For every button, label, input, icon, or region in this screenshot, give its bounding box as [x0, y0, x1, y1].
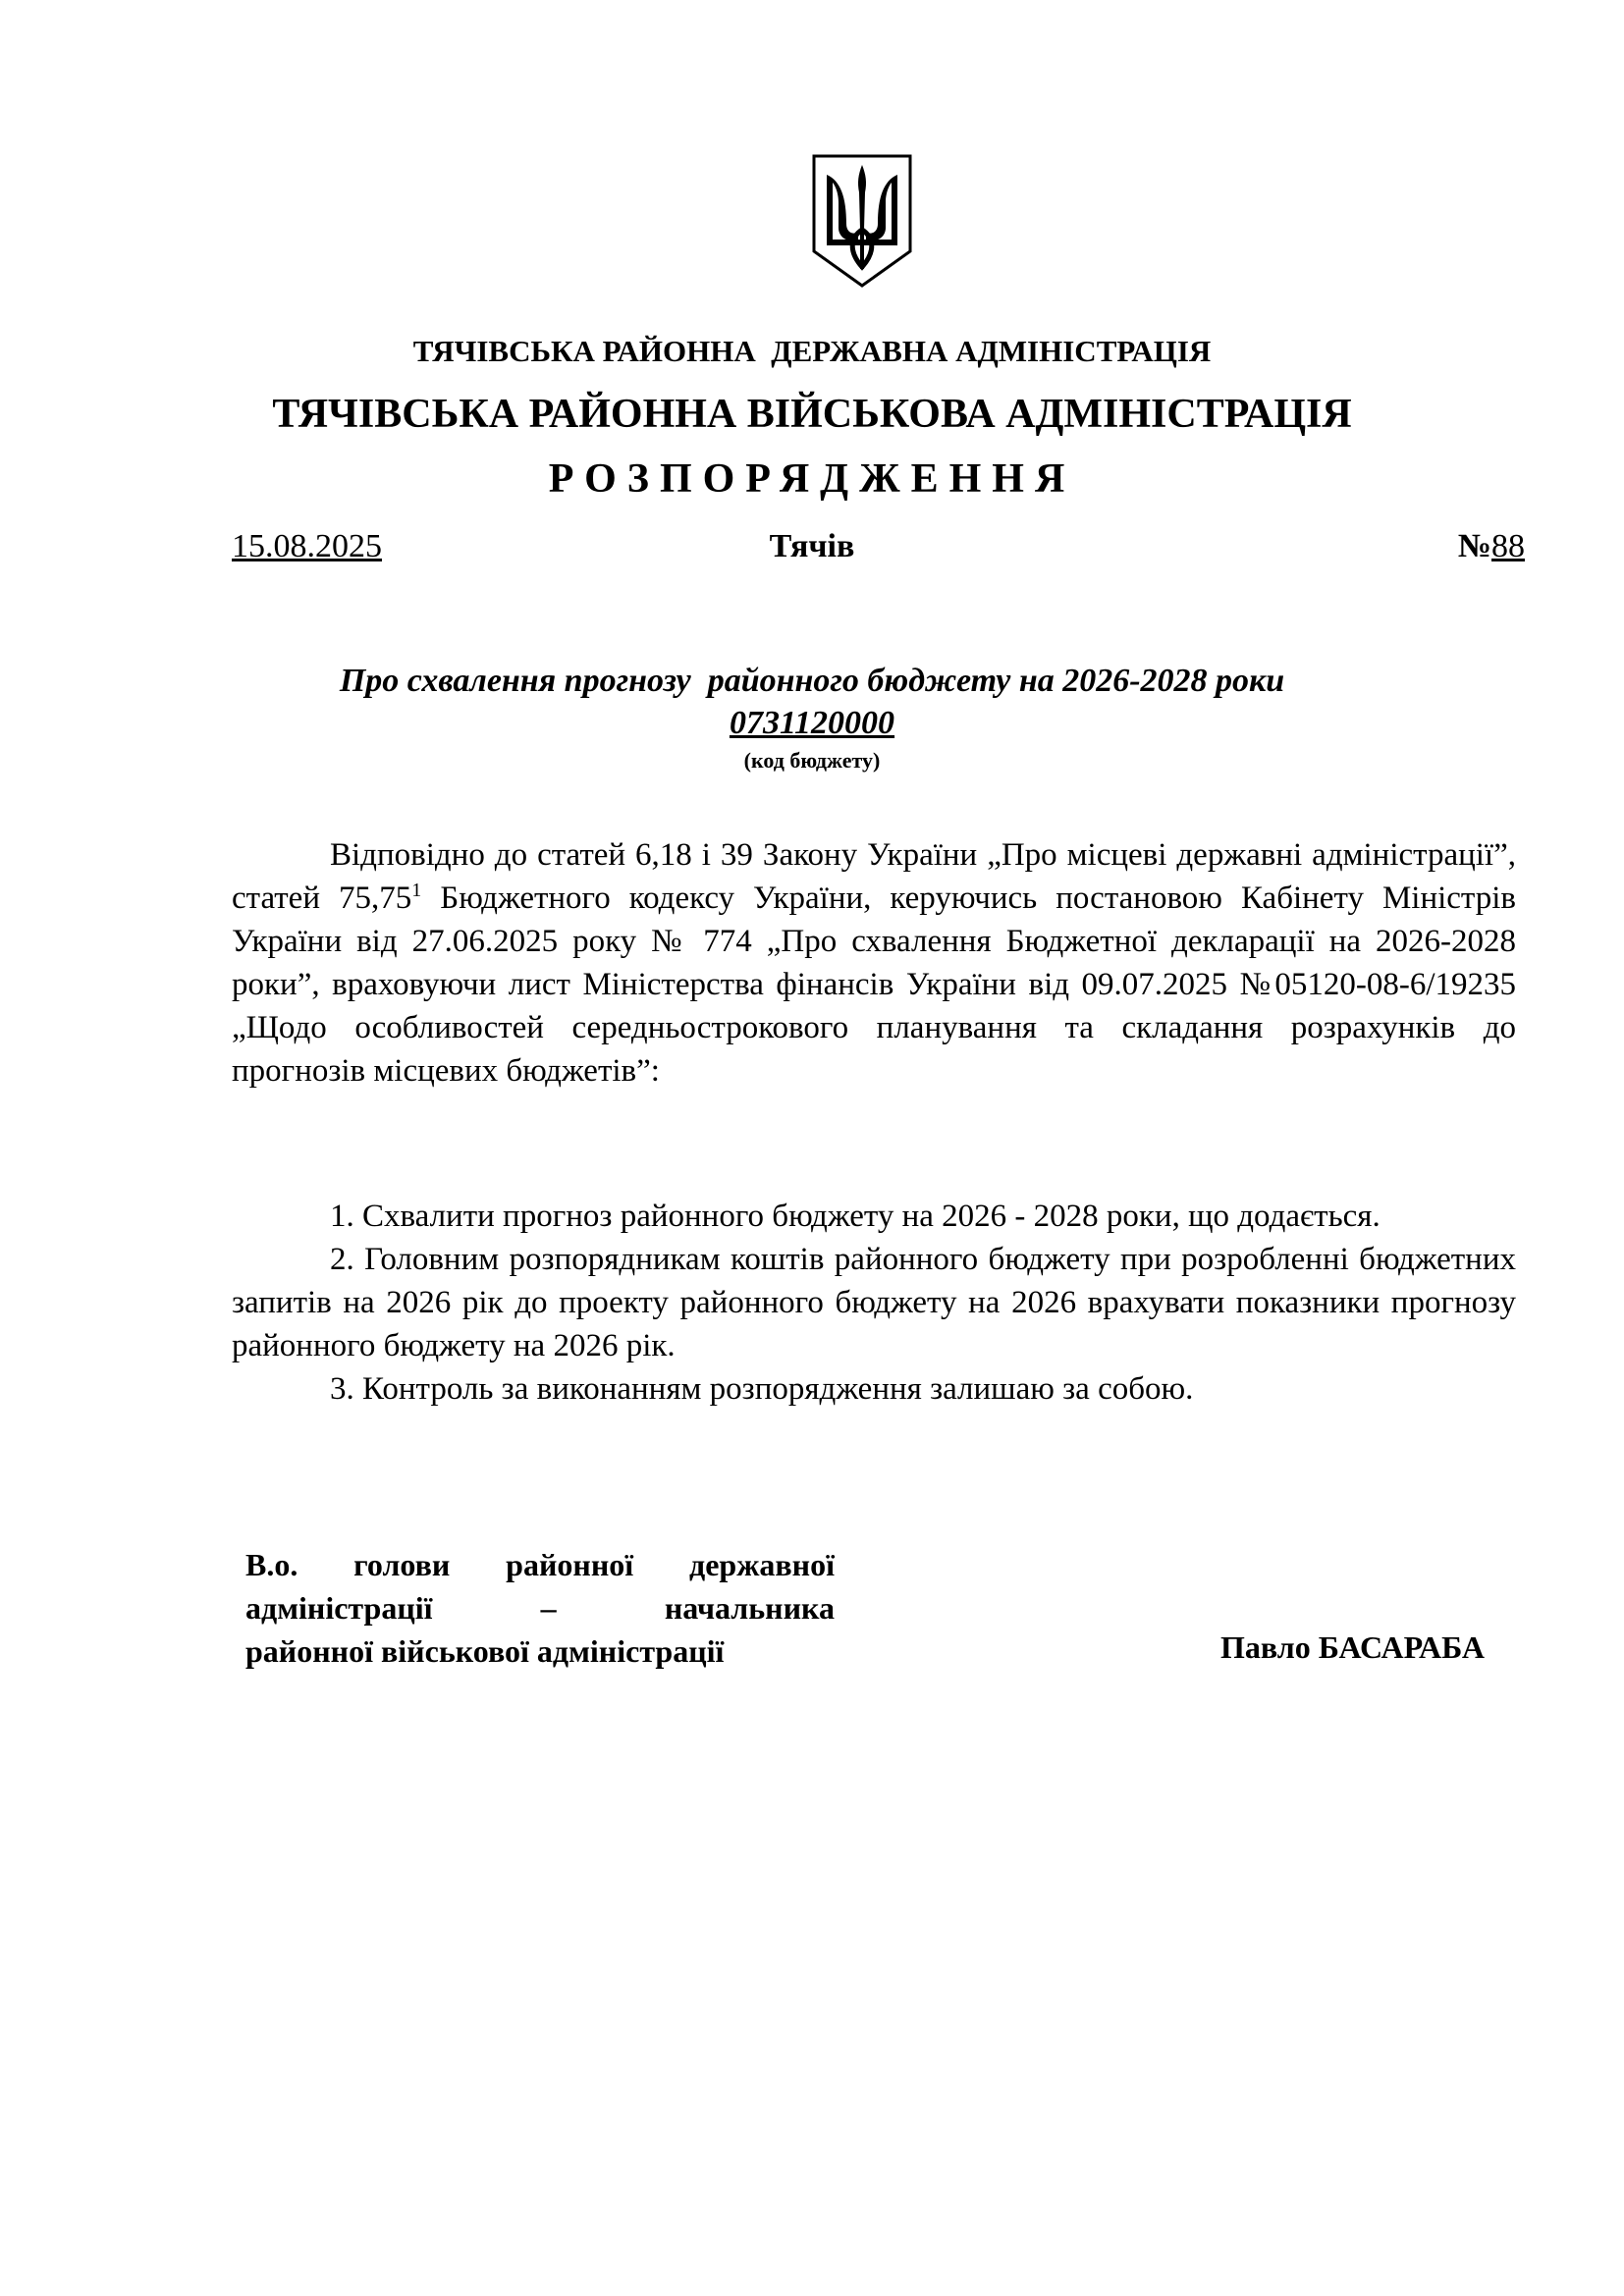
signatory-name: Павло БАСАРАБА: [1220, 1629, 1485, 1665]
order-items: [232, 1195, 1516, 1411]
signatory-position: [245, 1543, 835, 1673]
coat-of-arms-trident-icon: [811, 153, 913, 289]
preamble-paragraph: [232, 833, 1516, 1093]
document-city: Тячів: [769, 528, 855, 564]
number-value: 88: [1491, 528, 1525, 564]
preamble-text-1: Відповідно до статей 6,18 і 39 Закону України „Про місцеві державні адміністрації”, статей 75,75: [232, 837, 1516, 916]
number-sign: №: [1457, 528, 1491, 564]
order-item-2: 2. Головним розпорядникам коштів районного бюджету при розробленні бюджетних запитів на 2026 рік до проекту районного бюджету на 2026 врахувати показники прогнозу районного бюджету на 2026 рік.: [232, 1242, 1516, 1363]
header-state-administration: ТЯЧІВСЬКА РАЙОННА ДЕРЖАВНА АДМІНІСТРАЦІЯ: [412, 334, 1212, 368]
preamble-superscript: 1: [411, 880, 422, 901]
budget-code-label: (код бюджету): [743, 748, 881, 773]
document-type-heading: РОЗПОРЯДЖЕННЯ: [548, 456, 1076, 502]
document-number: [1458, 528, 1525, 565]
signatory-position-line-2: адміністрації – начальника: [245, 1590, 835, 1626]
order-item-1: 1. Схвалити прогноз районного бюджету на 2026 - 2028 роки, що додається.: [330, 1199, 1380, 1234]
preamble-text-2: Бюджетного кодексу України, керуючись постановою Кабінету Міністрів України від 27.06.2025 року № 774 „Про схвалення Бюджетної декларації на 2026-2028 роки”, враховуючи лист Міністерства фінансів України від 09.07.2025 №05120-08-6/19235 „Щодо особливостей середньострокового планування та складання розрахунків до прогнозів місцевих бюджетів”:: [232, 881, 1516, 1089]
signatory-position-line-3: районної військової адміністрації: [245, 1633, 725, 1669]
budget-code: 0731120000: [729, 705, 895, 741]
signatory-position-line-1: В.о. голови районної державної: [245, 1547, 835, 1582]
document-title: Про схвалення прогнозу районного бюджету на 2026-2028 роки: [339, 663, 1285, 699]
header-military-administration: ТЯЧІВСЬКА РАЙОННА ВІЙСЬКОВА АДМІНІСТРАЦІЯ: [272, 392, 1352, 437]
order-item-3: 3. Контроль за виконанням розпорядження залишаю за собою.: [330, 1371, 1194, 1407]
document-date: 15.08.2025: [232, 528, 382, 564]
